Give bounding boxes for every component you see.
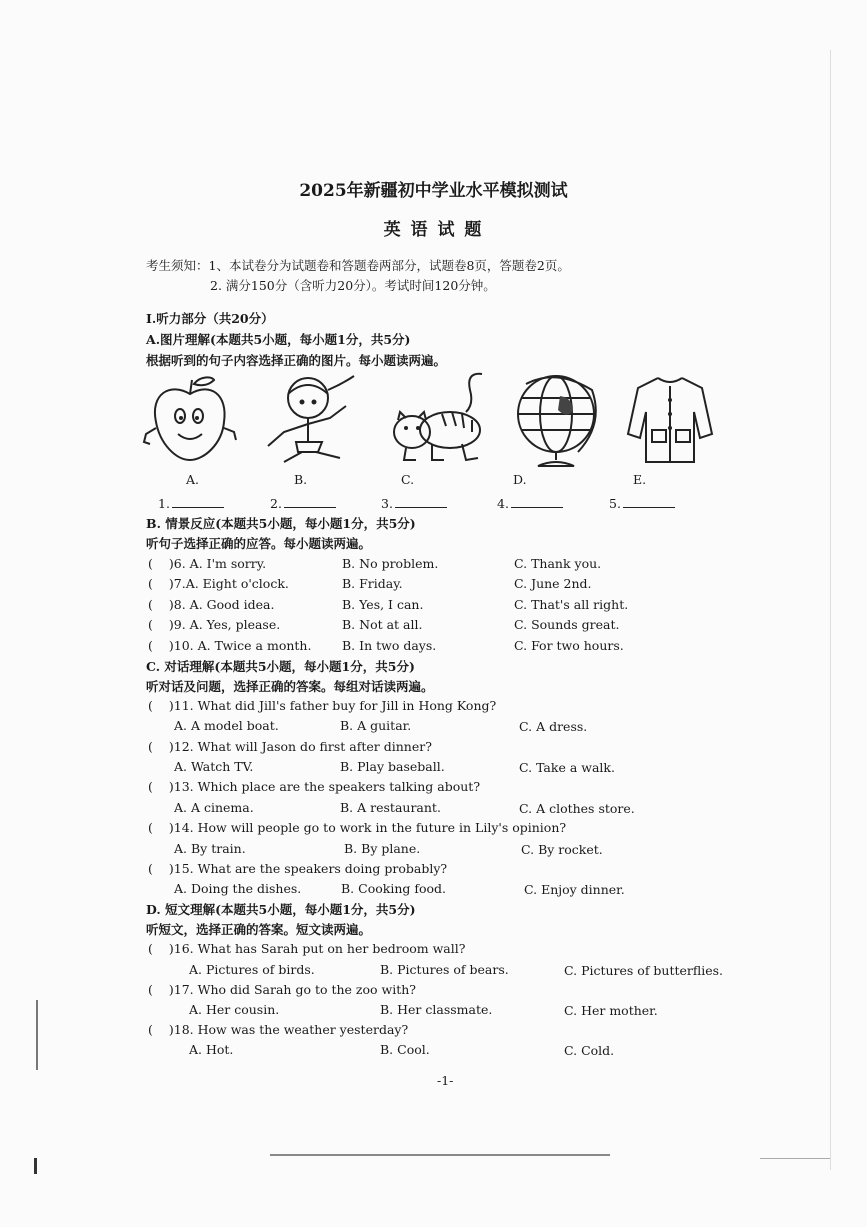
answer-paren[interactable]: ( xyxy=(148,982,153,997)
answer-paren[interactable]: ( xyxy=(148,617,153,632)
globe-icon xyxy=(508,368,604,470)
option-15b: B. Cooking food. xyxy=(341,881,446,896)
option-8c: C. That's all right. xyxy=(514,597,629,612)
picture-label-e: E. xyxy=(633,472,647,487)
question-11: ( )11. What did Jill's father buy for Jill in Hong Kong? xyxy=(148,698,497,713)
answer-blank-4[interactable]: 4. xyxy=(497,495,563,511)
option-7c: C. June 2nd. xyxy=(514,576,592,591)
sectionC-heading: C. 对话理解(本题共5小题，每小题1分，共5分) xyxy=(146,659,415,674)
question-16: ( )16. What has Sarah put on her bedroom wall? xyxy=(148,941,466,956)
question-12: ( )12. What will Jason do first after dinner? xyxy=(148,739,432,754)
sectionA-instruction: 根据听到的句子内容选择正确的图片。每小题读两遍。 xyxy=(146,353,447,368)
option-18b: B. Cool. xyxy=(380,1042,430,1057)
notice-label: 考生须知： xyxy=(146,258,209,273)
question-14: ( )14. How will people go to work in the future in Lily's opinion? xyxy=(148,820,567,835)
apple-icon xyxy=(140,372,240,468)
picture-label-c: C. xyxy=(401,472,415,487)
sectionC-instruction: 听对话及问题，选择正确的答案。每组对话读两遍。 xyxy=(146,679,434,694)
answer-blank-3[interactable]: 3. xyxy=(381,495,447,511)
picture-label-d: D. xyxy=(513,472,527,487)
question-17: ( )17. Who did Sarah go to the zoo with? xyxy=(148,982,417,997)
option-15c: C. Enjoy dinner. xyxy=(524,882,625,897)
option-13a: A. A cinema. xyxy=(174,800,254,815)
option-11c: C. A dress. xyxy=(519,719,588,734)
option-13c: C. A clothes store. xyxy=(519,801,635,816)
scan-bottom-line-right xyxy=(760,1158,830,1159)
scan-edge-line xyxy=(830,50,831,1170)
option-14a: A. By train. xyxy=(174,841,246,856)
option-9b: B. Not at all. xyxy=(342,617,423,632)
option-17c: C. Her mother. xyxy=(564,1003,658,1018)
answer-blank-2[interactable]: 2. xyxy=(270,495,336,511)
notice-line-1 xyxy=(146,256,570,274)
scan-corner-mark xyxy=(34,1158,37,1174)
part1-heading: I.听力部分（共20分） xyxy=(146,311,274,326)
answer-blank-1[interactable]: 1. xyxy=(158,495,224,511)
answer-paren[interactable]: ( xyxy=(148,820,153,835)
sectionA-heading: A.图片理解(本题共5小题，每小题1分，共5分) xyxy=(146,332,411,347)
option-10b: B. In two days. xyxy=(342,638,437,653)
scan-margin-mark xyxy=(36,1000,38,1070)
answer-paren[interactable]: ( xyxy=(148,576,153,591)
scan-bottom-line xyxy=(270,1154,610,1156)
question-10: ( )10. A. Twice a month. xyxy=(148,638,312,653)
option-13b: B. A restaurant. xyxy=(340,800,441,815)
question-7: ( )7.A. Eight o'clock. xyxy=(148,576,289,591)
answer-paren[interactable]: ( xyxy=(148,861,153,876)
option-16a: A. Pictures of birds. xyxy=(189,962,315,977)
coat-icon xyxy=(624,372,716,468)
option-10c: C. For two hours. xyxy=(514,638,624,653)
option-15a: A. Doing the dishes. xyxy=(174,881,302,896)
option-6c: C. Thank you. xyxy=(514,556,602,571)
picture-label-b: B. xyxy=(294,472,308,487)
option-16b: B. Pictures of bears. xyxy=(380,962,509,977)
sectionD-instruction: 听短文，选择正确的答案。短文读两遍。 xyxy=(146,922,372,937)
question-9: ( )9. A. Yes, please. xyxy=(148,617,281,632)
answer-paren[interactable]: ( xyxy=(148,597,153,612)
answer-paren[interactable]: ( xyxy=(148,739,153,754)
exam-title: 2025年新疆初中学业水平模拟测试 xyxy=(299,181,568,201)
girl-dancing-icon xyxy=(258,372,368,468)
answer-paren[interactable]: ( xyxy=(148,556,153,571)
option-9c: C. Sounds great. xyxy=(514,617,620,632)
notice-line-2: 2. 满分150分（含听力20分）。考试时间120分钟。 xyxy=(210,278,496,293)
option-17a: A. Her cousin. xyxy=(189,1002,280,1017)
answer-paren[interactable]: ( xyxy=(148,779,153,794)
option-7b: B. Friday. xyxy=(342,576,403,591)
page-number: -1- xyxy=(437,1073,454,1088)
question-18: ( )18. How was the weather yesterday? xyxy=(148,1022,409,1037)
option-11a: A. A model boat. xyxy=(174,718,279,733)
sectionB-instruction: 听句子选择正确的应答。每小题读两遍。 xyxy=(146,536,372,551)
option-12b: B. Play baseball. xyxy=(340,759,445,774)
option-11b: B. A guitar. xyxy=(340,718,412,733)
sectionB-heading: B. 情景反应(本题共5小题，每小题1分，共5分) xyxy=(146,516,416,531)
option-18c: C. Cold. xyxy=(564,1043,615,1058)
option-14c: C. By rocket. xyxy=(521,842,603,857)
picture-label-a: A. xyxy=(186,472,200,487)
question-13: ( )13. Which place are the speakers talking about? xyxy=(148,779,481,794)
option-6b: B. No problem. xyxy=(342,556,439,571)
answer-paren[interactable]: ( xyxy=(148,638,153,653)
option-12c: C. Take a walk. xyxy=(519,760,615,775)
sectionD-heading: D. 短文理解(本题共5小题，每小题1分，共5分) xyxy=(146,902,416,917)
answer-paren[interactable]: ( xyxy=(148,941,153,956)
exam-subtitle: 英 语 试 题 xyxy=(383,220,484,240)
option-8b: B. Yes, I can. xyxy=(342,597,424,612)
option-16c: C. Pictures of butterflies. xyxy=(564,963,724,978)
option-17b: B. Her classmate. xyxy=(380,1002,493,1017)
answer-paren[interactable]: ( xyxy=(148,1022,153,1037)
notice-text-1: 1、本试卷分为试题卷和答题卷两部分，试题卷8页，答题卷2页。 xyxy=(208,258,570,273)
question-6: ( )6. A. I'm sorry. xyxy=(148,556,267,571)
tiger-icon xyxy=(386,368,490,468)
option-12a: A. Watch TV. xyxy=(174,759,254,774)
question-8: ( )8. A. Good idea. xyxy=(148,597,275,612)
answer-paren[interactable]: ( xyxy=(148,698,153,713)
answer-blank-5[interactable]: 5. xyxy=(609,495,675,511)
option-14b: B. By plane. xyxy=(344,841,421,856)
option-18a: A. Hot. xyxy=(189,1042,234,1057)
question-15: ( )15. What are the speakers doing probably? xyxy=(148,861,448,876)
